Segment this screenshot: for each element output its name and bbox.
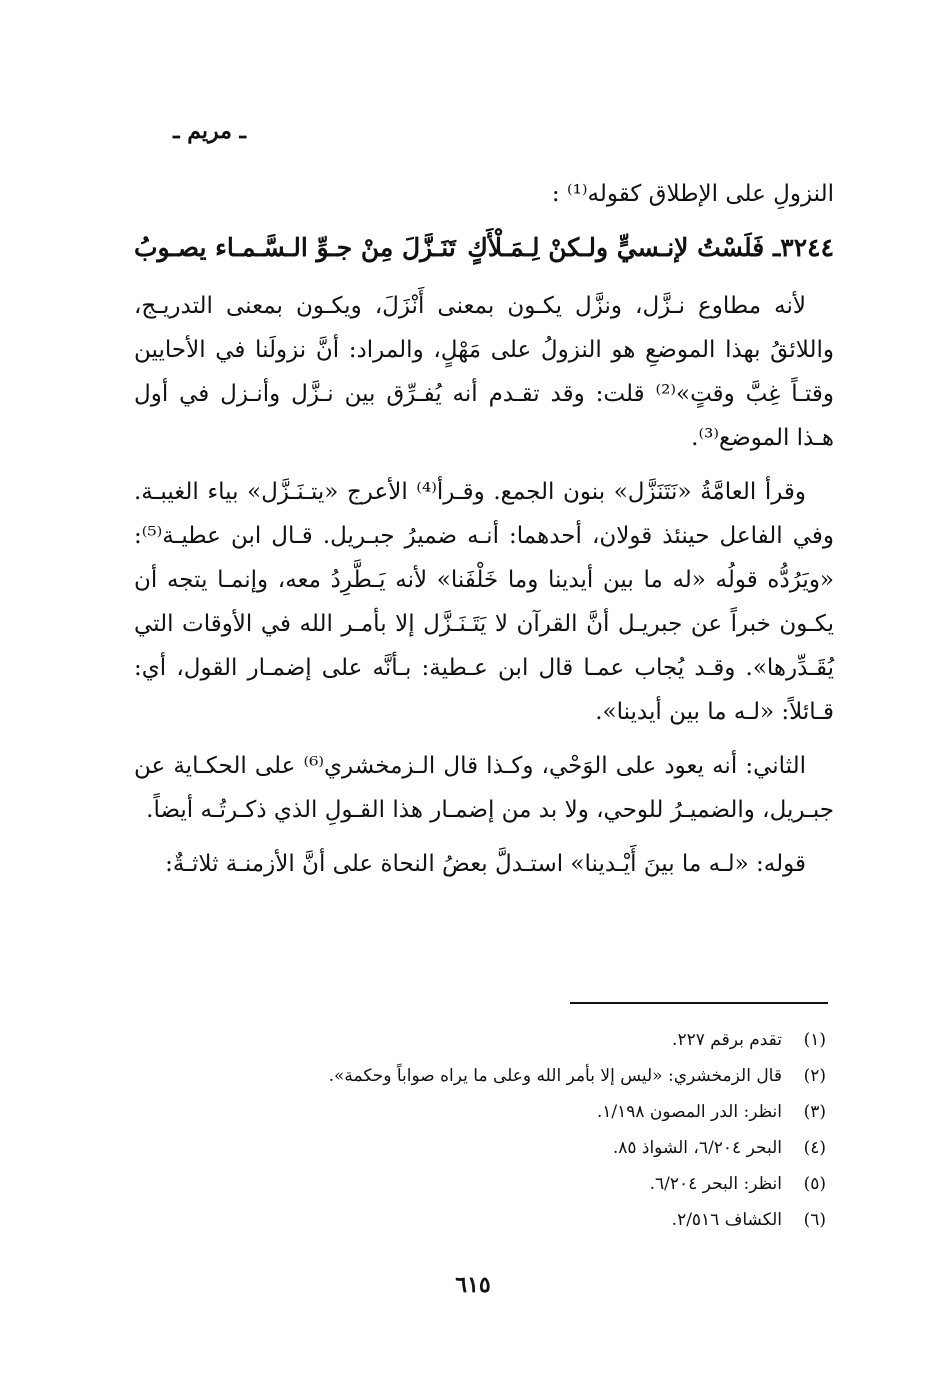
footnote-text: الكشاف ٢/٥١٦. bbox=[671, 1210, 782, 1230]
footnote-number: (٥) bbox=[803, 1174, 826, 1194]
footnote-number: (٦) bbox=[803, 1210, 826, 1230]
paragraph-3: الثاني: أنه يعود على الوَحْي، وكـذا قال الـزمخشري⁽⁶⁾ على الحكـاية عن جبـريل، والضميـرُ للوحي، ولا بد من إضمـار هذا القـولِ الذي ذكـرتُـه أيضاً. bbox=[134, 753, 834, 823]
footnote-number: (٤) bbox=[803, 1138, 826, 1158]
main-text bbox=[134, 172, 834, 896]
footnote bbox=[266, 1094, 826, 1130]
verse-second-hemistich: تَنَـزَّلَ مِنْ جـوِّ الـسَّـمـاء يصـوبُ bbox=[134, 233, 456, 262]
poetry-verse bbox=[134, 226, 834, 270]
verse-number: ٣٢٤٤ـ bbox=[772, 233, 834, 262]
paragraph-2: وقرأ العامَّةُ «نَتَنَزَّل» بنون الجمع. وقـرأ⁽⁴⁾ الأعرج «يتـنَـزَّل» بياء الغيبـة. وفي الفاعل حينئذ قولان، أحدهما: أنـه ضميرُ جبـريل. قـال ابن عطيـة⁽⁵⁾: «ويَرُدُّه قولُه «له ما بين أيدينا وما خَلْفَنا» لأنه يَـطَّرِدُ معه، وإنمـا يتجه أن يكـون خبراً عن جبريـل أنَّ القرآن لا يَتَـنَـزَّل إلا بأمـر الله في الأوقات التي يُقَـدِّرها». وقـد يُجاب عمـا قال ابن عـطية: بـأنَّه على إضمـار القول، أي: قـائلاً: «لـه ما بين أيدينا». bbox=[134, 479, 834, 725]
paragraph-4: قوله: «لـه ما بينَ أَيْـدينا» استـدلَّ بعضُ النحاة على أنَّ الأزمنـة ثلاثـةٌ: bbox=[165, 851, 806, 877]
footnote-text: قال الزمخشري: «ليس إلا بأمر الله وعلى ما يراه صواباً وحكمة». bbox=[328, 1066, 782, 1086]
footnote-text: انظر: الدر المصون ١/١٩٨. bbox=[596, 1102, 782, 1122]
page-number: ٦١٥ bbox=[455, 1272, 491, 1298]
footnote-number: (٢) bbox=[803, 1066, 826, 1086]
running-header: ـ مريم ـ bbox=[173, 118, 246, 144]
verse-first-half: فَلَسْتُ لإنـسيٍّ ولـكنْ لِـمَـلْأَكٍ bbox=[467, 233, 765, 262]
footnote bbox=[266, 1022, 826, 1058]
footnote bbox=[266, 1166, 826, 1202]
verse-first-hemistich bbox=[467, 226, 834, 270]
footnote-number: (١) bbox=[803, 1030, 826, 1050]
footnote bbox=[266, 1202, 826, 1238]
footnote-text: تقدم برقم ٢٢٧. bbox=[672, 1030, 782, 1050]
footnote-text: انظر: البحر ٦/٢٠٤. bbox=[649, 1174, 782, 1194]
intro-line: النزولِ على الإطلاق كقوله⁽¹⁾ : bbox=[551, 181, 834, 207]
footnote-separator bbox=[570, 1002, 828, 1004]
footnote-number: (٣) bbox=[803, 1102, 826, 1122]
footnote bbox=[266, 1130, 826, 1166]
footnote-text: البحر ٦/٢٠٤، الشواذ ٨٥. bbox=[612, 1138, 782, 1158]
footnote bbox=[266, 1058, 826, 1094]
footnotes bbox=[266, 1022, 826, 1238]
paragraph-1: لأنه مطاوع نـزَّل، ونزَّل يكـون بمعنى أَنْزَلَ، ويكـون بمعنى التدريـج، واللائقُ بهذا الموضعِ هو النزولُ على مَهْلٍ، والمراد: أنَّ نزولَنا في الأحايين وقتـاً غِبَّ وقتٍ»⁽²⁾ قلت: وقد تقـدم أنه يُفـرِّق بين نـزَّل وأنـزل في أول هـذا الموضع⁽³⁾. bbox=[134, 293, 834, 451]
